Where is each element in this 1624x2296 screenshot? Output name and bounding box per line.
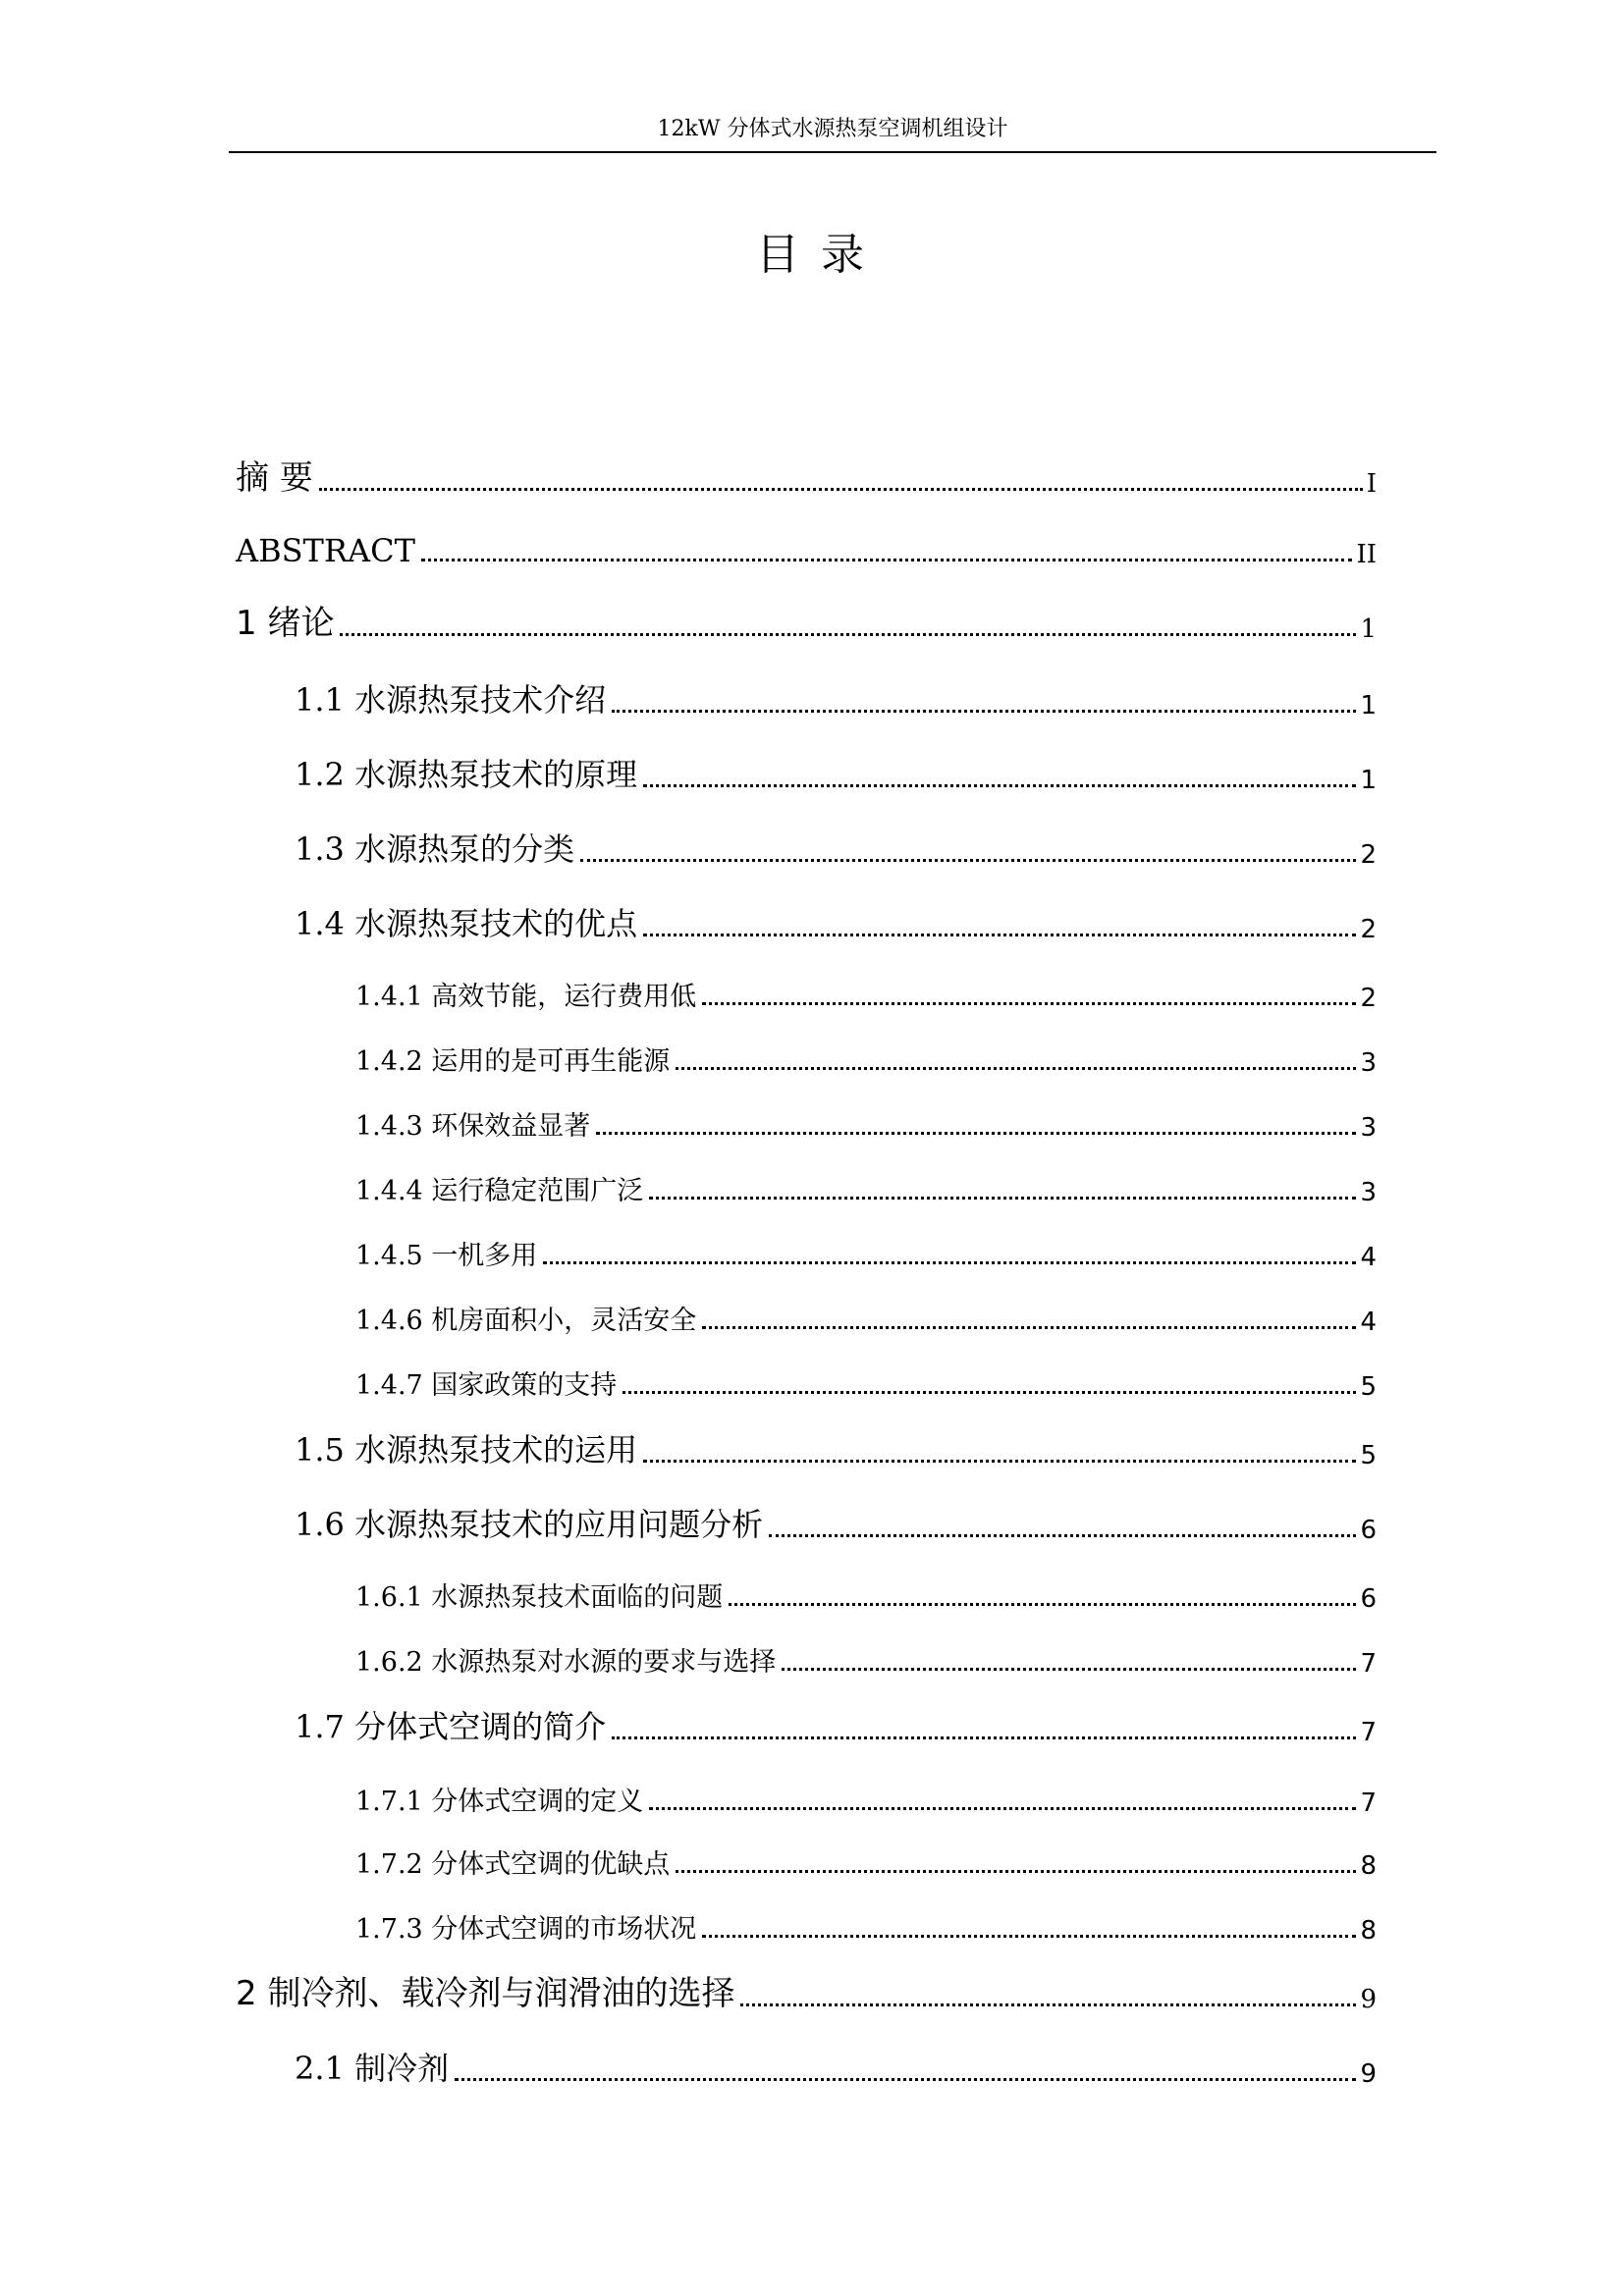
toc-entry-page: 4 [1360, 1243, 1377, 1272]
toc-entry-label: 1.7.2 分体式空调的优缺点 [355, 1849, 671, 1880]
toc-entry-label: 摘 要 [236, 458, 313, 498]
toc-leader-dots [643, 784, 1356, 787]
toc-entry-label: 1.2 水源热泵技术的原理 [295, 756, 638, 793]
toc-leader-dots [455, 2078, 1356, 2081]
toc-entry-label: 1.4.5 一机多用 [355, 1241, 538, 1271]
toc-entry-label: 1.4.1 高效节能，运行费用低 [355, 982, 697, 1012]
toc-entry-page: 1 [1360, 691, 1377, 721]
toc-entry[interactable] [355, 1773, 1377, 1818]
toc-entry[interactable] [355, 1097, 1377, 1143]
toc-entry-label: 1.6.2 水源热泵对水源的要求与选择 [355, 1647, 777, 1678]
toc-leader-dots [649, 1807, 1356, 1810]
toc-entry-page: 1 [1360, 766, 1377, 795]
toc-entry-page: 8 [1360, 1851, 1377, 1881]
toc-entry-page: 6 [1360, 1516, 1377, 1545]
toc-leader-dots [580, 859, 1356, 862]
toc-entry-label: 1.7.1 分体式空调的定义 [355, 1787, 644, 1817]
toc-entry-page: 1 [1360, 614, 1377, 644]
toc-entry[interactable] [355, 1900, 1377, 1946]
toc-entry-page: 7 [1360, 1649, 1377, 1679]
toc-entry[interactable] [355, 1033, 1377, 1078]
toc-entry-page: 7 [1360, 1789, 1377, 1818]
toc-entry[interactable] [355, 1227, 1377, 1272]
toc-entry-page: 2 [1360, 915, 1377, 944]
toc-entry-page: 3 [1360, 1048, 1377, 1078]
toc-entry-page: 8 [1360, 1916, 1377, 1946]
toc-entry[interactable] [295, 1425, 1377, 1470]
toc-entry[interactable] [236, 1969, 1377, 2014]
toc-entry-page: 9 [1360, 2059, 1377, 2089]
toc-leader-dots [643, 1460, 1356, 1463]
toc-leader-dots [676, 1870, 1356, 1873]
toc-entry-label: 1.4.3 环保效益显著 [355, 1111, 591, 1142]
toc-entry-page: 3 [1360, 1178, 1377, 1207]
toc-entry[interactable] [295, 1702, 1377, 1747]
toc-entry-page: 5 [1360, 1372, 1377, 1402]
toc-entry-page: 7 [1360, 1718, 1377, 1747]
toc-entry-label: 1.4 水源热泵技术的优点 [295, 905, 638, 942]
toc-entry-label: 1.5 水源热泵技术的运用 [295, 1431, 638, 1468]
toc-entry[interactable] [236, 599, 1377, 644]
toc-entry-page: 2 [1360, 984, 1377, 1013]
toc-entry-label: 1.3 水源热泵的分类 [295, 830, 575, 868]
toc-leader-dots [702, 1935, 1356, 1938]
toc-entry-label: 1.4.6 机房面积小，灵活安全 [355, 1306, 697, 1336]
toc-entry-label: ABSTRACT [236, 532, 415, 569]
toc-leader-dots [702, 1002, 1356, 1005]
toc-leader-dots [782, 1668, 1356, 1671]
toc-entry-page: 3 [1360, 1113, 1377, 1143]
toc-entry-label: 1.4.4 运行稳定范围广泛 [355, 1176, 644, 1206]
toc-entry-page: 4 [1360, 1308, 1377, 1337]
toc-entry-label: 1 绪论 [236, 604, 335, 643]
toc-entry[interactable] [355, 1357, 1377, 1402]
toc-entry[interactable] [295, 750, 1377, 795]
toc-leader-dots [702, 1326, 1356, 1329]
running-header-text: 12kW 分体式水源热泵空调机组设计 [657, 117, 1008, 141]
toc-leader-dots [596, 1132, 1356, 1135]
toc-entry-page: 9 [1360, 1985, 1377, 2014]
toc-entry[interactable] [295, 675, 1377, 721]
toc-entry[interactable] [236, 524, 1377, 569]
toc-leader-dots [319, 488, 1363, 491]
toc-entry[interactable] [355, 1569, 1377, 1614]
toc-entry-page: II [1356, 540, 1377, 569]
toc-entry-label: 1.6.1 水源热泵技术面临的问题 [355, 1582, 724, 1613]
toc-entry[interactable] [236, 454, 1377, 499]
toc-entry-label: 2 制冷剂、载冷剂与润滑油的选择 [236, 1974, 735, 2013]
toc-entry-page: 2 [1360, 840, 1377, 870]
toc-entry-label: 1.4.7 国家政策的支持 [355, 1370, 618, 1401]
toc-entry-label: 2.1 制冷剂 [295, 2050, 450, 2087]
toc-leader-dots [649, 1197, 1356, 1200]
toc-entry-label: 1.7.3 分体式空调的市场状况 [355, 1914, 697, 1945]
toc-entry[interactable] [295, 825, 1377, 870]
toc-entry[interactable] [295, 1500, 1377, 1545]
toc-entry-page: 5 [1360, 1441, 1377, 1470]
toc-leader-dots [421, 559, 1353, 561]
toc-entry-label: 1.1 水源热泵技术介绍 [295, 681, 607, 719]
toc-entry[interactable] [295, 899, 1377, 944]
toc-entry-label: 1.4.2 运用的是可再生能源 [355, 1046, 671, 1077]
toc-entry[interactable] [355, 1162, 1377, 1207]
toc-entry-page: I [1366, 469, 1377, 499]
toc-entry-page: 6 [1360, 1584, 1377, 1614]
toc-leader-dots [623, 1391, 1356, 1394]
toc-leader-dots [643, 934, 1356, 936]
toc-entry[interactable] [295, 2044, 1377, 2089]
toc-leader-dots [769, 1534, 1356, 1537]
page-title: 目 录 [756, 230, 868, 280]
toc-entry[interactable] [355, 1633, 1377, 1679]
toc-leader-dots [740, 2003, 1356, 2006]
toc-entry[interactable] [355, 968, 1377, 1013]
toc-leader-dots [676, 1067, 1356, 1070]
toc-entry-label: 1.6 水源热泵技术的应用问题分析 [295, 1506, 764, 1543]
toc-leader-dots [729, 1603, 1356, 1606]
toc-leader-dots [612, 1736, 1356, 1739]
toc-entry[interactable] [355, 1836, 1377, 1881]
toc-leader-dots [612, 710, 1356, 713]
toc-leader-dots [340, 633, 1356, 636]
toc-leader-dots [543, 1261, 1356, 1264]
toc-entry[interactable] [355, 1292, 1377, 1337]
toc-entry-label: 1.7 分体式空调的简介 [295, 1708, 607, 1745]
